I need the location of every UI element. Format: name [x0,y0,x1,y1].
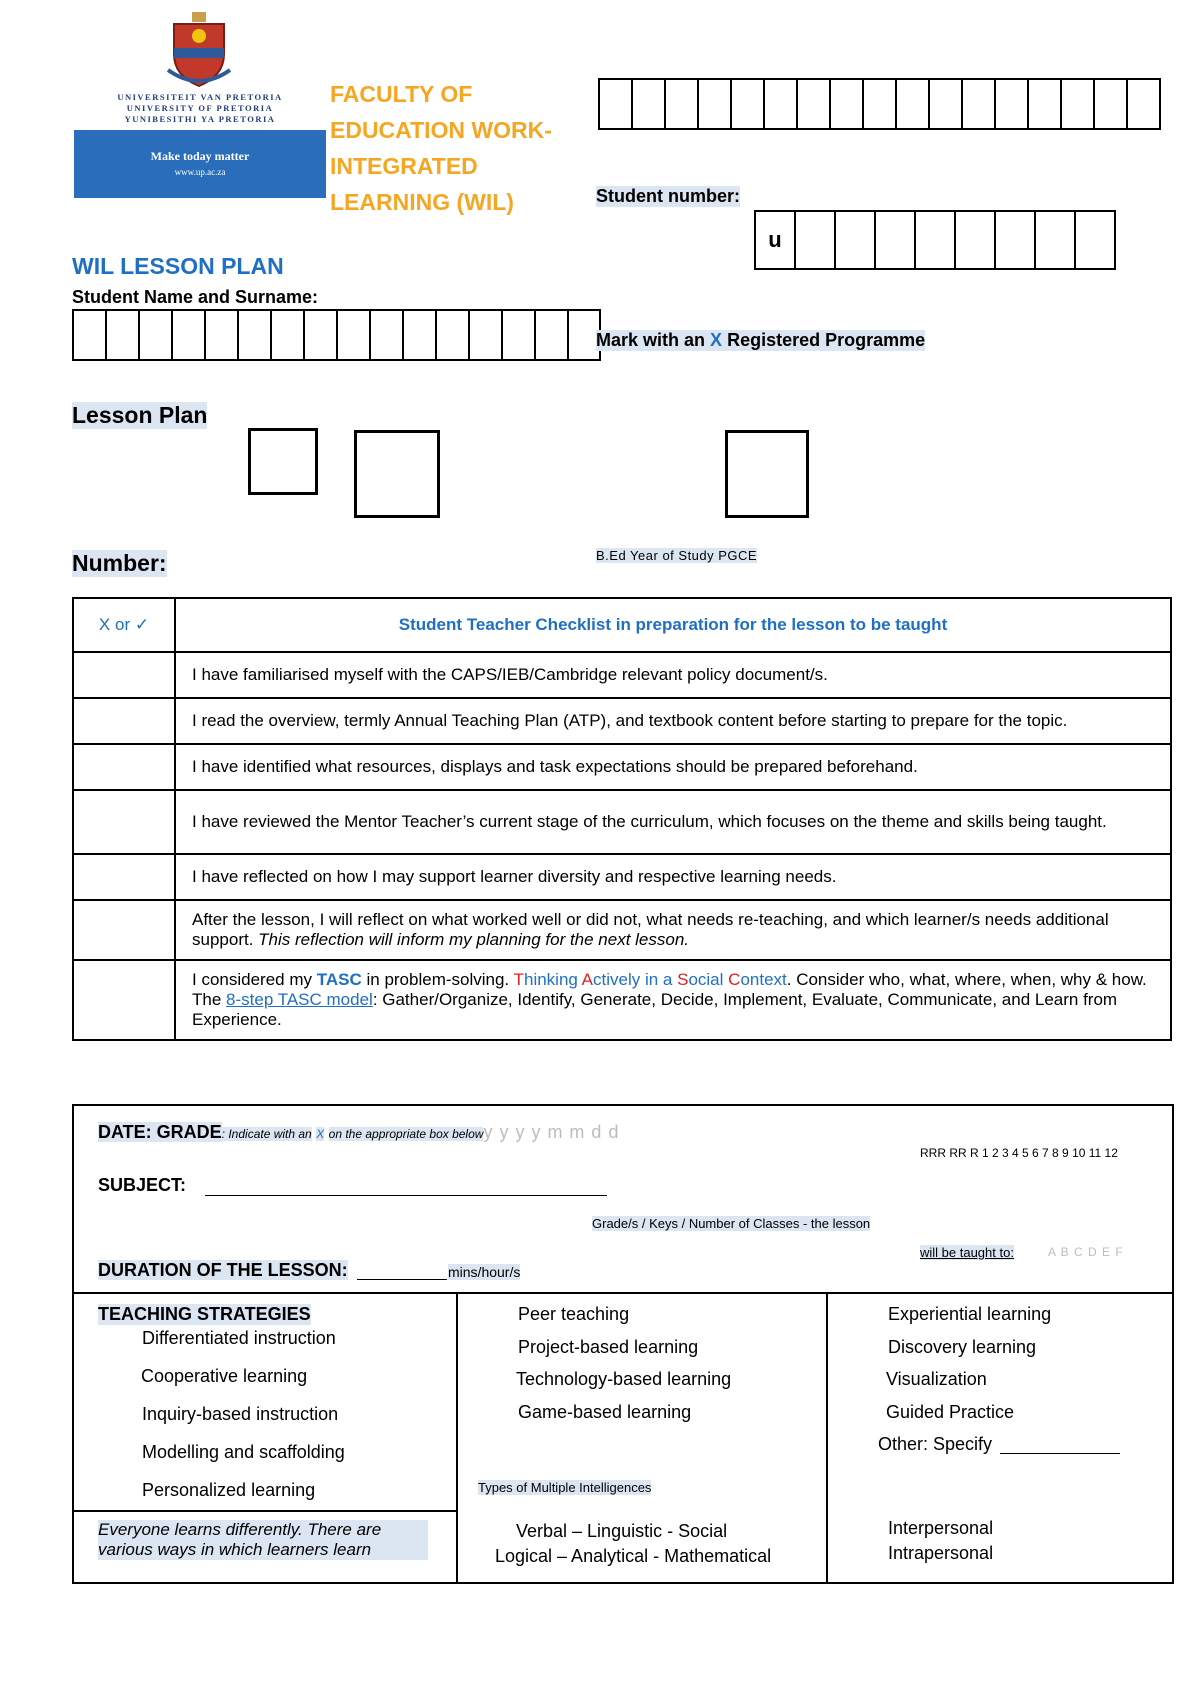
faculty-line-2: EDUCATION WORK- [330,117,552,143]
faculty-line-3: INTEGRATED [330,153,478,179]
student-name-boxes[interactable] [72,309,601,361]
year-of-study-box[interactable] [354,430,440,518]
table-row [73,790,1171,854]
duration-unit: mins/hour/s [448,1264,521,1280]
table-row [73,744,1171,790]
learning-note: Everyone learns differently. There are various ways in which learners learn [98,1520,428,1560]
other-specify-input[interactable] [1000,1453,1120,1454]
lesson-plan-label: Lesson Plan [72,402,208,428]
checklist-mark-cell[interactable] [73,698,175,744]
student-number-label: Student number: [596,186,740,206]
checklist-mark-cell[interactable] [73,652,175,698]
divider [456,1292,458,1584]
mark-x-text: X [710,330,723,350]
crest-icon [164,10,234,90]
other-specify-label: Other: Specify [878,1434,993,1454]
list-item[interactable]: Visualization [886,1369,987,1389]
checklist-mark-cell[interactable] [73,790,175,854]
lesson-plan-title: WIL LESSON PLAN [72,253,284,279]
tasc-word: TASC [316,970,362,989]
id-number-boxes[interactable] [598,78,1161,130]
divider [72,1292,1174,1294]
logo-banner [74,130,326,198]
checklist-item: I have reviewed the Mentor Teacher’s current stage of the curriculum, which focuses on the theme and skills being taught. [175,790,1171,854]
class-letters[interactable]: A B C D E F [1048,1245,1124,1259]
programme-caption: B.Ed Year of Study PGCE [596,548,758,563]
checklist-mark-cell[interactable] [73,960,175,1040]
faculty-title [330,76,552,220]
mark-programme-label [596,330,925,351]
list-item[interactable]: Logical – Analytical - Mathematical [495,1546,772,1566]
intelligences-label: Types of Multiple Intelligences [478,1480,652,1495]
duration-label: DURATION OF THE LESSON: [98,1260,348,1280]
list-item[interactable]: Interpersonal [888,1518,994,1538]
pgce-box[interactable] [725,430,809,518]
subject-input[interactable] [205,1195,607,1196]
list-item[interactable]: Modelling and scaffolding [142,1442,345,1462]
list-item[interactable]: Personalized learning [142,1480,316,1500]
faculty-line-4: LEARNING (WIL) [330,189,514,215]
tasc-model-link[interactable]: 8-step TASC model [226,990,373,1009]
divider [826,1292,828,1584]
faculty-line-1: FACULTY OF [330,81,473,107]
strategies-title: TEACHING STRATEGIES [98,1304,311,1324]
reflection-text: After the lesson, I will reflect on what worked well or did not, what needs re-teaching, and which learner/s needs additional support. [192,910,1109,949]
number-label: Number: [72,550,167,576]
logo-line-3: YUNIBESITHI YA PRETORIA [124,114,276,124]
table-row [73,698,1171,744]
logo-slogan: Make today matter [150,149,250,163]
student-number-boxes[interactable] [754,210,1116,270]
checklist-item-reflection [175,900,1171,960]
logo-line-2: UNIVERSITY OF PRETORIA [126,103,274,113]
logo-line-1: UNIVERSITEIT VAN PRETORIA [117,92,283,102]
lesson-plan-number-box[interactable] [248,428,318,495]
list-item[interactable]: Technology-based learning [516,1369,732,1389]
checklist-item: I have identified what resources, displays and task expectations should be prepared beforehand. [175,744,1171,790]
mark-rest-text: Registered Programme [727,330,926,350]
list-item[interactable]: Inquiry-based instruction [142,1404,339,1424]
checklist-item-tasc: I considered my TASC in problem-solving. Thinking Actively in a Social Context. Consider who, what, where, when, why & how. The 8-step TASC model: Gather/Organize, Identify, Generate, Decide, Implement, Evaluate, Communicate, and Learn from Experience. [175,960,1171,1040]
list-item[interactable]: Discovery learning [888,1337,1037,1357]
list-item[interactable]: Project-based learning [518,1337,699,1357]
checklist-item: I read the overview, termly Annual Teaching Plan (ATP), and textbook content before starting to prepare for the topic. [175,698,1171,744]
checklist-header: Student Teacher Checklist in preparation for the lesson to be taught [175,598,1171,652]
student-teacher-checklist [72,597,1172,1041]
duration-input[interactable] [357,1279,447,1280]
list-item[interactable]: Peer teaching [518,1304,630,1324]
list-item[interactable]: Experiential learning [888,1304,1052,1324]
list-item[interactable]: Cooperative learning [141,1366,308,1386]
student-name-label: Student Name and Surname: [72,287,319,307]
list-item[interactable]: Game-based learning [518,1402,692,1422]
list-item[interactable]: Verbal – Linguistic - Social [516,1521,728,1541]
checklist-mark-cell[interactable] [73,854,175,900]
checklist-mark-header: X or ✓ [73,598,175,652]
list-item[interactable]: Intrapersonal [888,1543,994,1563]
table-row [73,652,1171,698]
reflection-italic-text: This reflection will inform my planning for the next lesson. [258,930,690,949]
divider [72,1510,456,1512]
classes-caption: Grade/s / Keys / Number of Classes - the lesson [592,1216,871,1231]
logo-url: www.up.ac.za [174,167,226,177]
table-row [73,854,1171,900]
student-number-prefix: u [756,212,796,268]
classes-caption-2: will be taught to: [920,1245,1014,1260]
table-row [73,900,1171,960]
checklist-item: I have reflected on how I may support learner diversity and respective learning needs. [175,854,1171,900]
list-item[interactable]: Guided Practice [886,1402,1015,1422]
checklist-mark-cell[interactable] [73,900,175,960]
mark-with-text: Mark with an [596,330,706,350]
checklist-mark-cell[interactable] [73,744,175,790]
checklist-item: I have familiarised myself with the CAPS/IEB/Cambridge relevant policy document/s. [175,652,1171,698]
university-logo [74,10,326,200]
date-grade-label: DATE: GRADE [98,1122,222,1142]
grade-codes[interactable]: RRR RR R 1 2 3 4 5 6 7 8 9 10 11 12 [920,1146,1118,1160]
duration-line [98,1260,348,1281]
date-grade-line: DATE: GRADE: Indicate with an X on the appropriate box belowy y y y m m d d [98,1122,620,1142]
subject-line [98,1175,186,1196]
table-row [73,960,1171,1040]
subject-label: SUBJECT: [98,1175,187,1195]
list-item[interactable]: Differentiated instruction [142,1328,336,1348]
date-input[interactable]: y y y y m m d d [483,1122,620,1142]
